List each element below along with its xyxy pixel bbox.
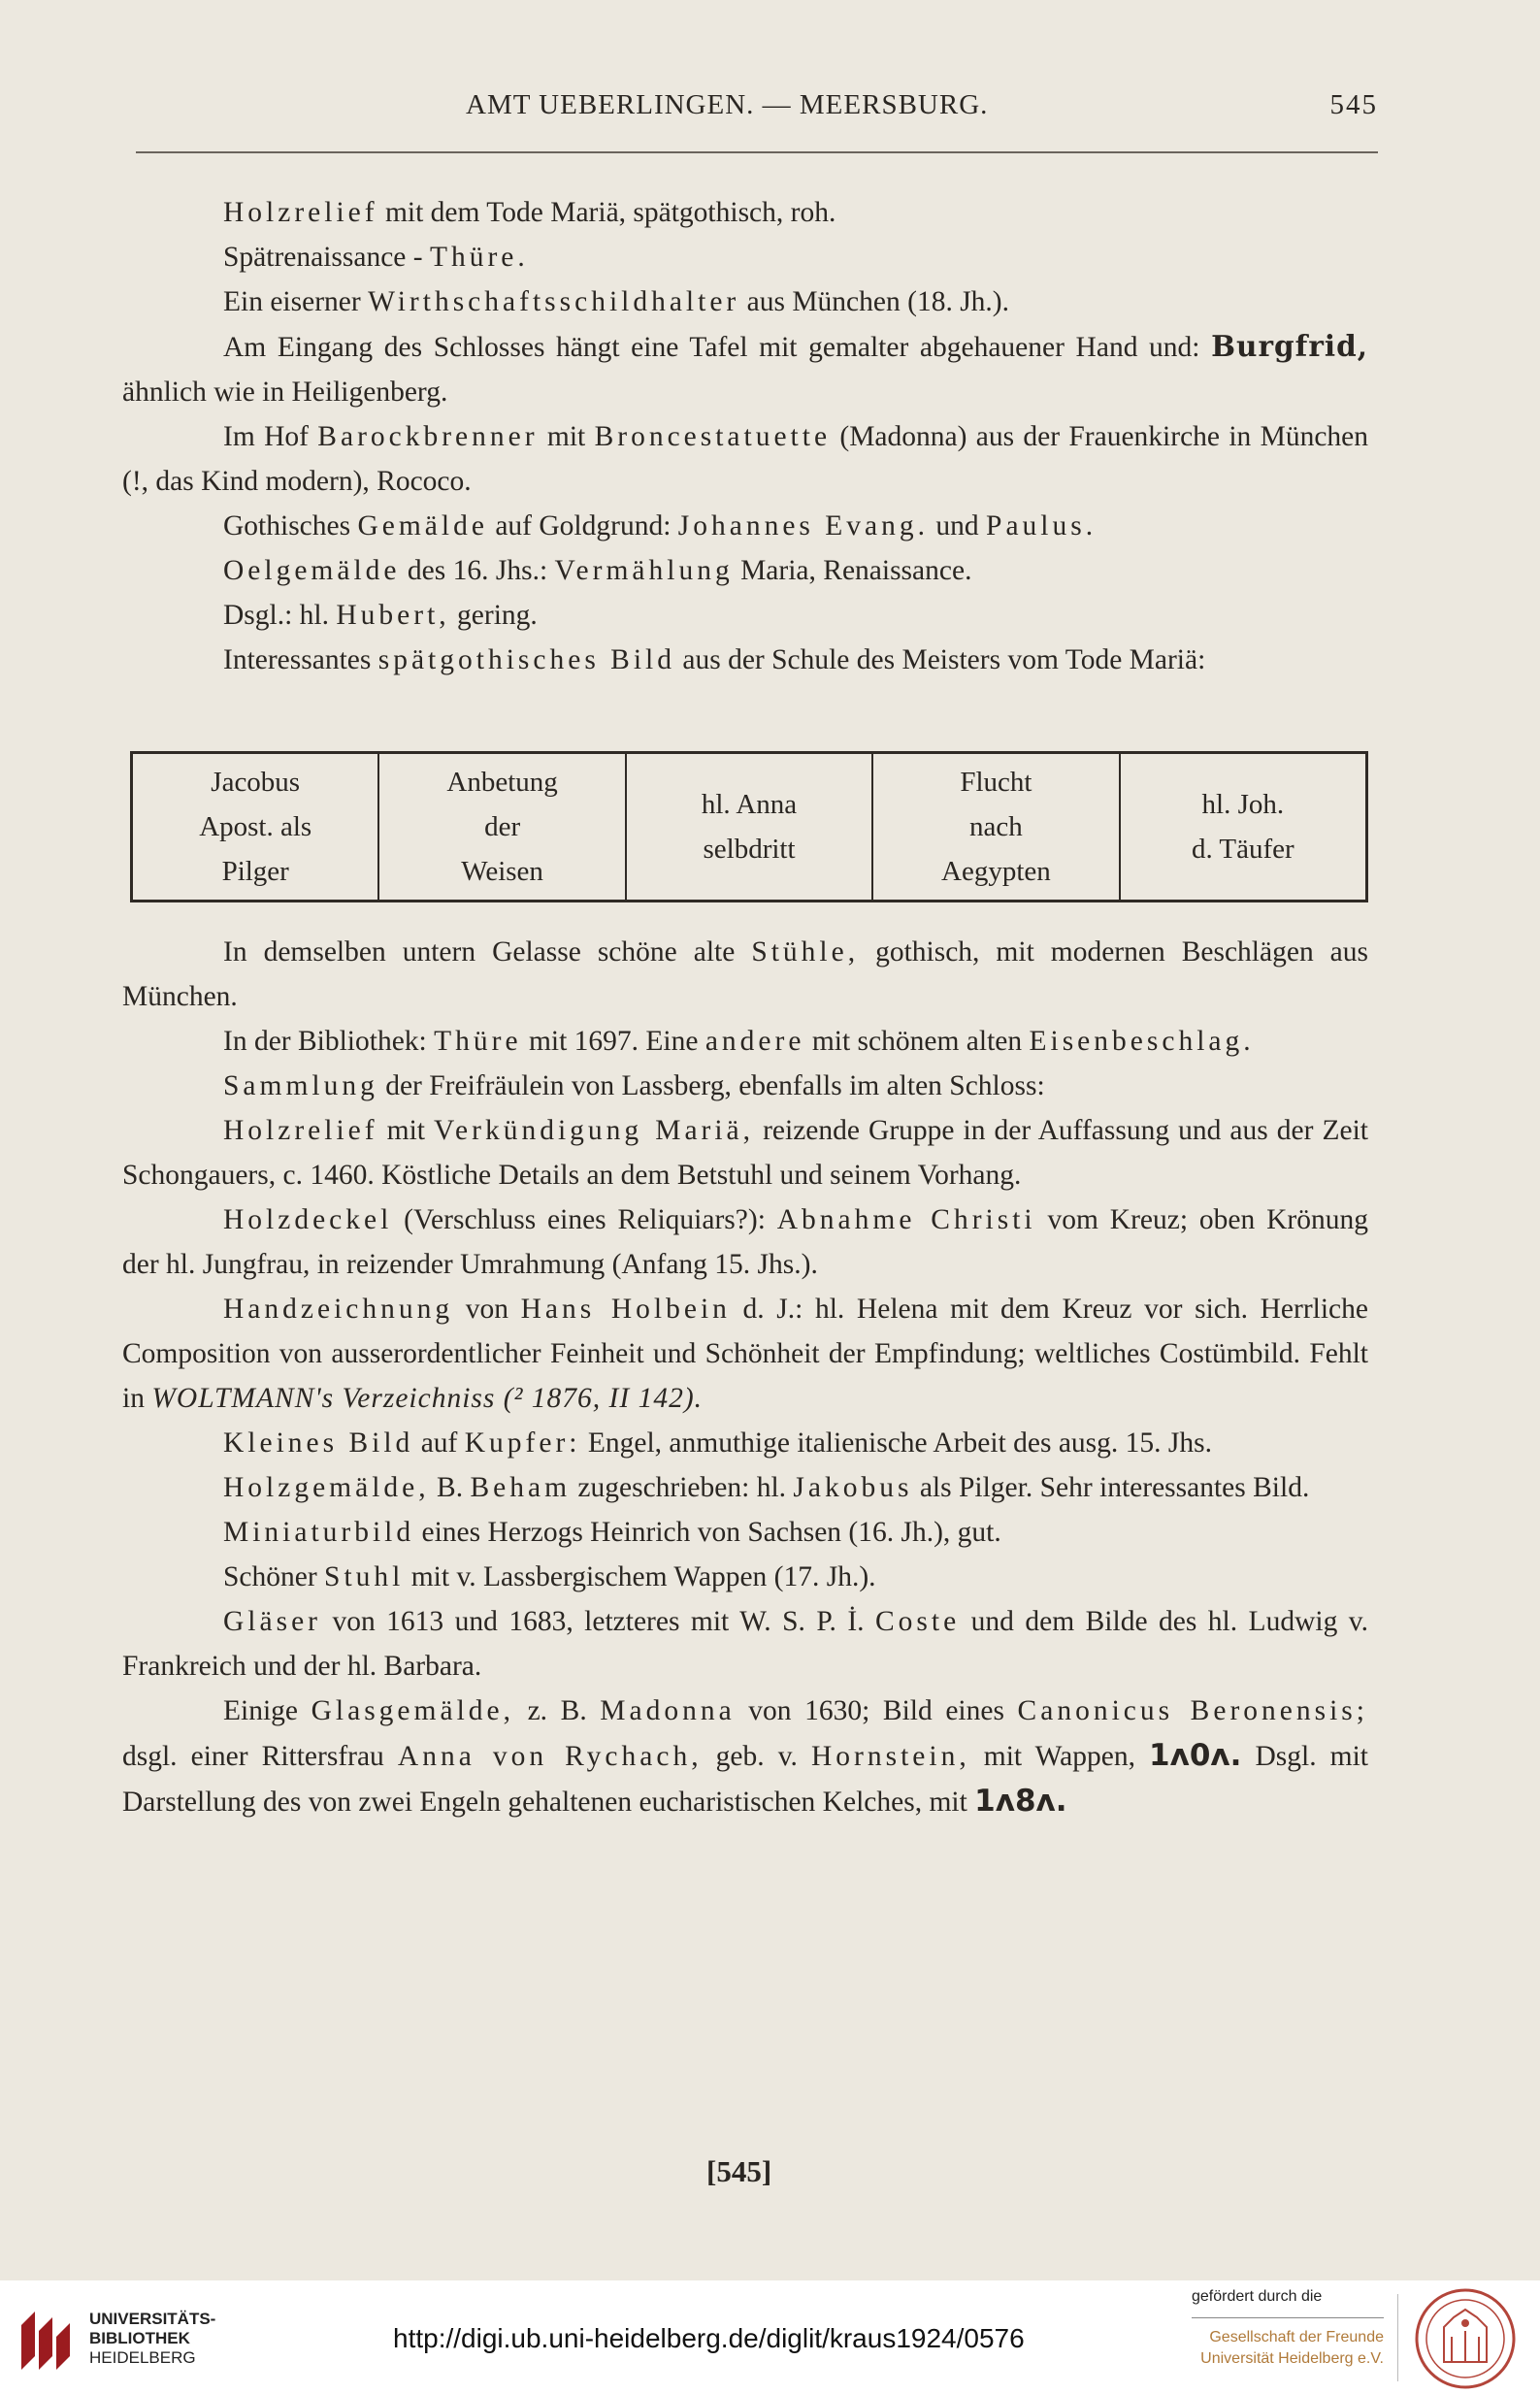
spaced-term: Verkündigung Mariä, bbox=[434, 1115, 755, 1146]
spaced-term: Wirthschaftsschildhalter bbox=[368, 286, 740, 317]
paragraph bbox=[122, 1287, 1368, 1421]
text-run: (Madonna) aus der Frauenkirche in München (!, das Kind modern), Rococo. bbox=[122, 421, 1369, 497]
text-run: Maria, Renaissance. bbox=[733, 555, 972, 586]
text-run: von bbox=[453, 1294, 521, 1325]
digitization-footer bbox=[0, 2280, 1540, 2394]
paragraph bbox=[122, 1108, 1368, 1197]
text-run: gering. bbox=[449, 600, 538, 631]
text-run: Einige bbox=[223, 1695, 311, 1726]
text-run: auf Goldgrund: bbox=[487, 510, 678, 541]
text-run: ähnlich wie in Heiligenberg. bbox=[122, 377, 448, 408]
spaced-term: Holzgemälde, bbox=[223, 1472, 430, 1503]
text-run: reizende Gruppe in der Auffassung und aus der Zeit Schongauers, c. 1460. Köstliche Details an dem Betstuhl und seinem Vorhang. bbox=[122, 1115, 1368, 1191]
cell-line: Jacobus bbox=[211, 767, 301, 798]
spaced-term: Oelgemälde bbox=[223, 555, 401, 586]
text-run: von 1613 und 1683, letzteres mit W. S. P. İ. bbox=[321, 1606, 875, 1637]
italic-citation: WOLTMANN's Verzeichniss (² 1876, II 142). bbox=[151, 1383, 704, 1414]
text-run: gothisch, mit modernen Beschlägen aus München. bbox=[122, 936, 1369, 1012]
table-cell bbox=[873, 754, 1120, 900]
paragraph bbox=[122, 1064, 1368, 1108]
text-run: von 1630; Bild eines bbox=[735, 1695, 1018, 1726]
text-run: mit 1697. Eine bbox=[521, 1026, 705, 1057]
spaced-term: Vermählung bbox=[554, 555, 734, 586]
page-number: 545 bbox=[1329, 89, 1378, 120]
text-run: In der Bibliothek: bbox=[223, 1026, 435, 1057]
text-run: des 16. Jhs.: bbox=[400, 555, 555, 586]
footer-divider bbox=[1397, 2294, 1398, 2381]
spaced-term: Stühle, bbox=[751, 936, 860, 967]
text-run: der Freifräulein von Lassberg, ebenfalls im alten Schloss: bbox=[377, 1070, 1045, 1101]
text-run: mit dem Tode Mariä, spätgothisch, roh. bbox=[377, 197, 836, 228]
text-run: mit bbox=[538, 421, 595, 452]
text-run: Gothisches bbox=[223, 510, 358, 541]
spaced-term: Holzdeckel bbox=[223, 1204, 393, 1235]
cell-line: Flucht bbox=[960, 767, 1032, 798]
spaced-term: Jakobus bbox=[793, 1472, 913, 1503]
spaced-term: Johannes Evang. bbox=[677, 510, 930, 541]
spaced-term: Sammlung bbox=[223, 1070, 378, 1101]
paragraph bbox=[122, 190, 1368, 235]
table-cell bbox=[379, 754, 626, 900]
text-run: Ein eiserner bbox=[223, 286, 369, 317]
spaced-term: Holzrelief bbox=[223, 197, 378, 228]
text-block-upper bbox=[122, 190, 1368, 682]
text-run: eines Herzogs Heinrich von Sachsen (16. Jh.), gut. bbox=[414, 1517, 1001, 1548]
table-cell bbox=[1121, 754, 1365, 900]
library-name bbox=[89, 2310, 215, 2368]
paragraph bbox=[122, 324, 1368, 414]
paragraph bbox=[122, 235, 1368, 279]
text-run: aus der Schule des Meisters vom Tode Mariä: bbox=[675, 644, 1206, 675]
cell-line: Apost. als bbox=[199, 811, 312, 842]
paragraph bbox=[122, 1555, 1368, 1599]
text-run: und bbox=[929, 510, 987, 541]
text-run: z. B. bbox=[513, 1695, 601, 1726]
text-run: geb. v. bbox=[702, 1741, 811, 1772]
cell-line: selbdritt bbox=[703, 834, 796, 865]
spaced-term: Madonna bbox=[600, 1695, 736, 1726]
text-block-lower bbox=[122, 930, 1368, 1824]
header-rule bbox=[136, 151, 1378, 153]
cell-line: hl. Joh. bbox=[1201, 789, 1285, 820]
cell-line: Pilger bbox=[221, 856, 289, 887]
table-cell bbox=[133, 754, 379, 900]
text-run: Dsgl. mit Darstellung des von zwei Engeln gehaltenen eucharistischen Kelches, mit bbox=[122, 1741, 1368, 1818]
spaced-term: Kupfer: bbox=[464, 1427, 581, 1459]
spaced-term: Hubert, bbox=[336, 600, 450, 631]
paragraph bbox=[122, 930, 1368, 1019]
paragraph bbox=[122, 1421, 1368, 1465]
university-library-logo-icon bbox=[16, 2302, 78, 2376]
cell-line: d. Täufer bbox=[1191, 834, 1294, 865]
spaced-term: Holzrelief bbox=[223, 1115, 378, 1146]
spaced-term: Barockbrenner bbox=[317, 421, 539, 452]
spaced-term: Paulus. bbox=[986, 510, 1098, 541]
text-run: aus München (18. Jh.). bbox=[739, 286, 1009, 317]
spaced-term: Hornstein, bbox=[811, 1741, 970, 1772]
text-run: (Verschluss eines Reliquiars?): bbox=[392, 1204, 777, 1235]
spaced-term: Gläser bbox=[223, 1606, 321, 1637]
text-run: Schöner bbox=[223, 1561, 325, 1592]
paragraph bbox=[122, 1019, 1368, 1064]
spaced-term: Handzeichnung bbox=[223, 1294, 454, 1325]
spaced-term: Canonicus Beronensis; bbox=[1017, 1695, 1368, 1726]
library-name-line: UNIVERSITÄTS- bbox=[89, 2310, 216, 2328]
text-run: Engel, anmuthige italienische Arbeit des ausg. 15. Jhs. bbox=[580, 1427, 1212, 1459]
cell-line: der bbox=[484, 811, 521, 842]
sponsor-name bbox=[1192, 2327, 1384, 2370]
paragraph bbox=[122, 638, 1368, 682]
spaced-term: Thüre bbox=[434, 1026, 522, 1057]
paragraph bbox=[122, 1599, 1368, 1689]
paragraph bbox=[122, 504, 1368, 548]
painting-panels-table bbox=[130, 751, 1368, 902]
cell-line: Weisen bbox=[461, 856, 543, 887]
library-name-line: HEIDELBERG bbox=[89, 2348, 196, 2367]
text-run: In demselben untern Gelasse schöne alte bbox=[223, 936, 752, 967]
university-seal-icon bbox=[1415, 2288, 1516, 2389]
text-run: als Pilger. Sehr interessantes Bild. bbox=[912, 1472, 1310, 1503]
cell-line: Aegypten bbox=[941, 856, 1051, 887]
spaced-term: Eisenbeschlag. bbox=[1029, 1026, 1255, 1057]
paragraph bbox=[122, 593, 1368, 638]
cell-line: Anbetung bbox=[446, 767, 558, 798]
text-run: d. J.: hl. Helena mit dem Kreuz vor sich. Herrliche Composition von ausserordentlicher Feinheit und Schönheit der Empfindung; weltliches Costümbild. Fehlt in bbox=[122, 1294, 1368, 1414]
spaced-term: Kleines Bild bbox=[223, 1427, 414, 1459]
spaced-term: Abnahme Christi bbox=[776, 1204, 1036, 1235]
spaced-term: Gemälde bbox=[357, 510, 488, 541]
spaced-term: Glasgemälde, bbox=[311, 1695, 514, 1726]
fraktur-word: Burgfrid, bbox=[1211, 329, 1368, 363]
text-run: dsgl. einer Rittersfrau bbox=[122, 1741, 398, 1772]
spaced-term: Anna von Rychach, bbox=[397, 1741, 703, 1772]
spaced-term: Hans Holbein bbox=[520, 1294, 731, 1325]
running-title: AMT UEBERLINGEN. — MEERSBURG. bbox=[466, 89, 989, 120]
text-run: vom Kreuz; oben Krönung der hl. Jungfrau, in reizender Umrahmung (Anfang 15. Jhs.). bbox=[122, 1204, 1368, 1280]
text-run: Interessantes bbox=[223, 644, 378, 675]
paragraph bbox=[122, 1689, 1368, 1824]
table-cell bbox=[627, 754, 873, 900]
paragraph bbox=[122, 1197, 1368, 1287]
text-run: auf bbox=[413, 1427, 465, 1459]
sponsor-divider bbox=[1192, 2317, 1384, 2318]
text-run: zugeschrieben: hl. bbox=[571, 1472, 794, 1503]
spaced-term: Beham bbox=[470, 1472, 572, 1503]
library-name-line: BIBLIOTHEK bbox=[89, 2329, 190, 2347]
spaced-term: Miniaturbild bbox=[223, 1517, 415, 1548]
paragraph bbox=[122, 279, 1368, 324]
running-header bbox=[136, 89, 1378, 128]
spaced-term: Stuhl bbox=[324, 1561, 405, 1592]
permalink-url[interactable]: http://digi.ub.uni-heidelberg.de/diglit/kraus1924/0576 bbox=[393, 2323, 1025, 2353]
sponsor-name-line: Gesellschaft der Freunde bbox=[1209, 2329, 1384, 2345]
gothic-year: 1ᴧ0ᴧ. bbox=[1149, 1738, 1242, 1773]
text-run: B. bbox=[429, 1472, 471, 1503]
text-run: mit schönem alten bbox=[804, 1026, 1030, 1057]
paragraph bbox=[122, 1510, 1368, 1555]
text-run: Spätrenaissance - bbox=[223, 242, 430, 273]
spaced-term: Broncestatuette bbox=[594, 421, 832, 452]
text-run: Im Hof bbox=[223, 421, 318, 452]
cell-line: hl. Anna bbox=[701, 789, 798, 820]
spaced-term: andere bbox=[704, 1026, 805, 1057]
paragraph bbox=[122, 1465, 1368, 1510]
spaced-term: spätgothisches Bild bbox=[377, 644, 675, 675]
cell-line: nach bbox=[969, 811, 1023, 842]
text-run: mit v. Lassbergischem Wappen (17. Jh.). bbox=[404, 1561, 876, 1592]
text-run: und dem Bilde des hl. Ludwig v. Frankreich und der hl. Barbara. bbox=[122, 1606, 1368, 1682]
text-run: mit Wappen, bbox=[969, 1741, 1150, 1772]
sponsor-name-line: Universität Heidelberg e.V. bbox=[1200, 2350, 1384, 2367]
folio-number: [545] bbox=[706, 2154, 772, 2188]
sponsor-label: gefördert durch die bbox=[1192, 2288, 1323, 2305]
spaced-term: Thüre. bbox=[429, 242, 529, 273]
text-run: mit bbox=[377, 1115, 435, 1146]
paragraph bbox=[122, 414, 1368, 504]
paragraph bbox=[122, 548, 1368, 593]
text-run: Dsgl.: hl. bbox=[223, 600, 337, 631]
spaced-term: Coste bbox=[875, 1606, 961, 1637]
gothic-year: 1ᴧ8ᴧ. bbox=[974, 1784, 1067, 1819]
text-run: Am Eingang des Schlosses hängt eine Tafel mit gemalter abgehauener Hand und: bbox=[223, 332, 1212, 363]
